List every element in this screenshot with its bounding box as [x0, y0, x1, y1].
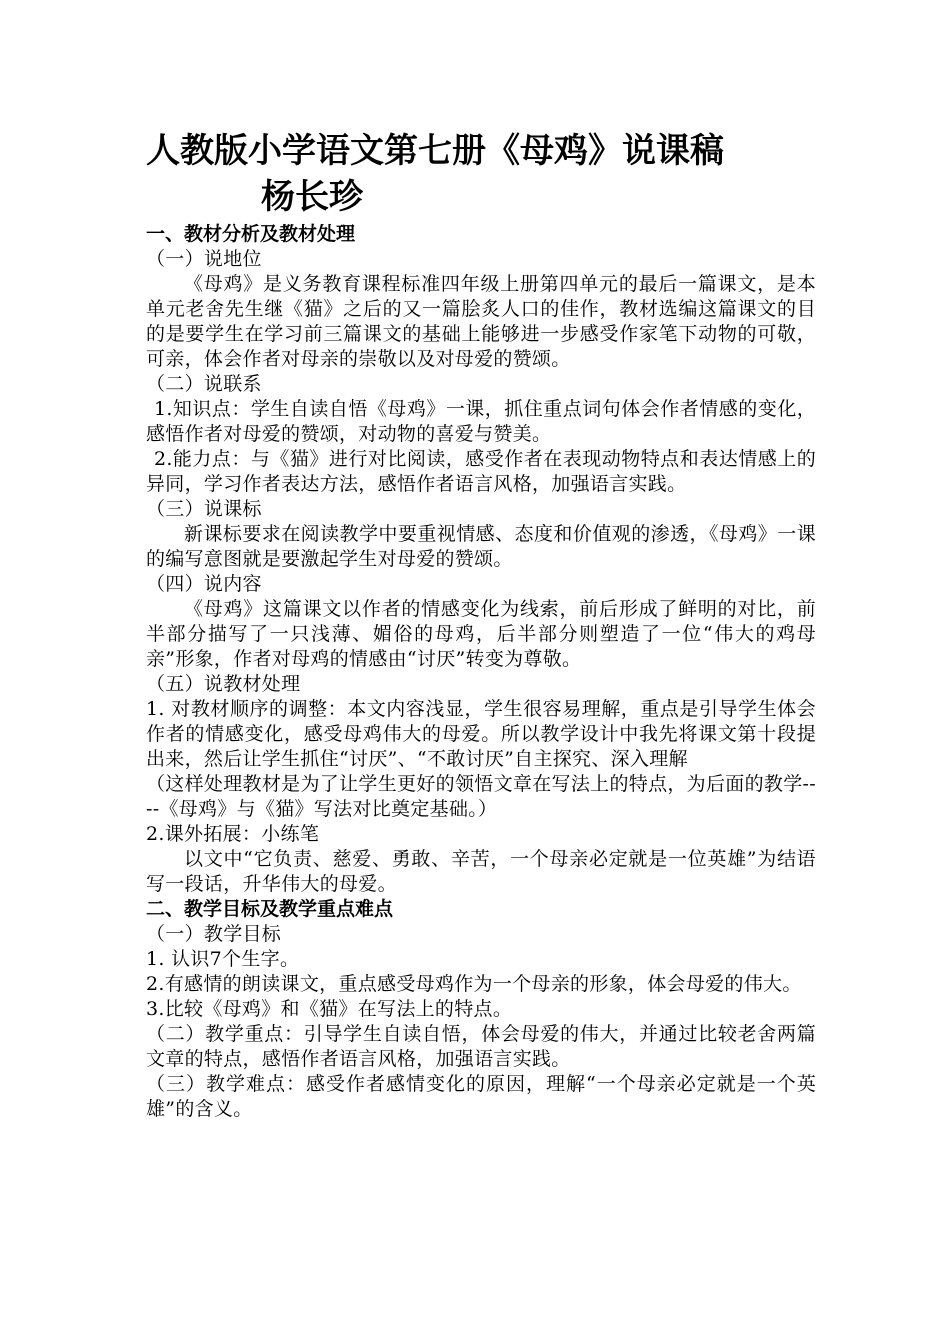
paragraph: 《母鸡》这篇课文以作者的情感变化为线索，前后形成了鲜明的对比，前半部分描写了一只浅薄、媚俗的母鸡，后半部分则塑造了一位“伟大的鸡母亲”形象，作者对母鸡的情感由“讨厌”转变为尊敬。 [146, 598, 816, 670]
paragraph: 以文中“它负责、慈爱、勇敢、辛苦，一个母亲必定就是一位英雄”为结语写一段话，升华伟大的母爱。 [146, 848, 816, 895]
subheading: （五）说教材处理 [146, 673, 301, 695]
section-heading-1: 一、教材分析及教材处理 [146, 223, 356, 245]
section-heading-2: 二、教学目标及教学重点难点 [146, 898, 394, 920]
subheading: （三）说课标 [146, 498, 262, 520]
subheading: （一）说地位 [146, 248, 262, 270]
list-item: 2.有感情的朗读课文，重点感受母鸡作为一个母亲的形象，体会母爱的伟大。 [146, 973, 802, 995]
paragraph: 1. 对教材顺序的调整：本文内容浅显，学生很容易理解，重点是引导学生体会作者的情感变化，感受母鸡伟大的母爱。所以教学设计中我先将课文第十段提出来，然后让学生抓住“讨厌”、“不敢讨厌”自主探究、深入理解 [146, 698, 816, 770]
paragraph: 《母鸡》是义务教育课程标准四年级上册第四单元的最后一篇课文，是本单元老舍先生继《猫》之后的又一篇脍炙人口的佳作，教材选编这篇课文的目的是要学生在学习前三篇课文的基础上能够进一步感受作家笔下动物的可敬，可亲，体会作者对母亲的崇敬以及对母爱的赞颂。 [146, 273, 816, 370]
paragraph: （这样处理教材是为了让学生更好的领悟文章在写法上的特点，为后面的教学----《母鸡》与《猫》写法对比奠定基础。） [146, 773, 816, 820]
list-item: 3.比较《母鸡》和《猫》在写法上的特点。 [146, 998, 513, 1020]
subheading: （四）说内容 [146, 573, 262, 595]
author-name: 杨长珍 [261, 177, 363, 217]
document-page [146, 128, 816, 1122]
subheading: （二）说联系 [146, 373, 262, 395]
subheading: （一）教学目标 [146, 923, 282, 945]
paragraph: 新课标要求在阅读教学中要重视情感、态度和价值观的渗透，《母鸡》一课的编写意图就是要激起学生对母爱的赞颂。 [146, 523, 816, 570]
document-title: 人教版小学语文第七册《母鸡》说课稿 [146, 131, 724, 171]
paragraph: 1.知识点：学生自读自悟《母鸡》一课，抓住重点词句体会作者情感的变化，感悟作者对母爱的赞颂，对动物的喜爱与赞美。 [146, 398, 816, 445]
paragraph: 2.课外拓展：小练笔 [146, 823, 320, 845]
paragraph: （三）教学难点：感受作者感情变化的原因，理解“一个母亲必定就是一个英雄”的含义。 [146, 1073, 816, 1120]
paragraph: （二）教学重点：引导学生自读自悟，体会母爱的伟大，并通过比较老舍两篇文章的特点，感悟作者语言风格，加强语言实践。 [146, 1023, 816, 1070]
paragraph: 2.能力点：与《猫》进行对比阅读，感受作者在表现动物特点和表达情感上的异同，学习作者表达方法，感悟作者语言风格，加强语言实践。 [146, 448, 816, 495]
list-item: 1. 认识7个生字。 [146, 948, 300, 970]
